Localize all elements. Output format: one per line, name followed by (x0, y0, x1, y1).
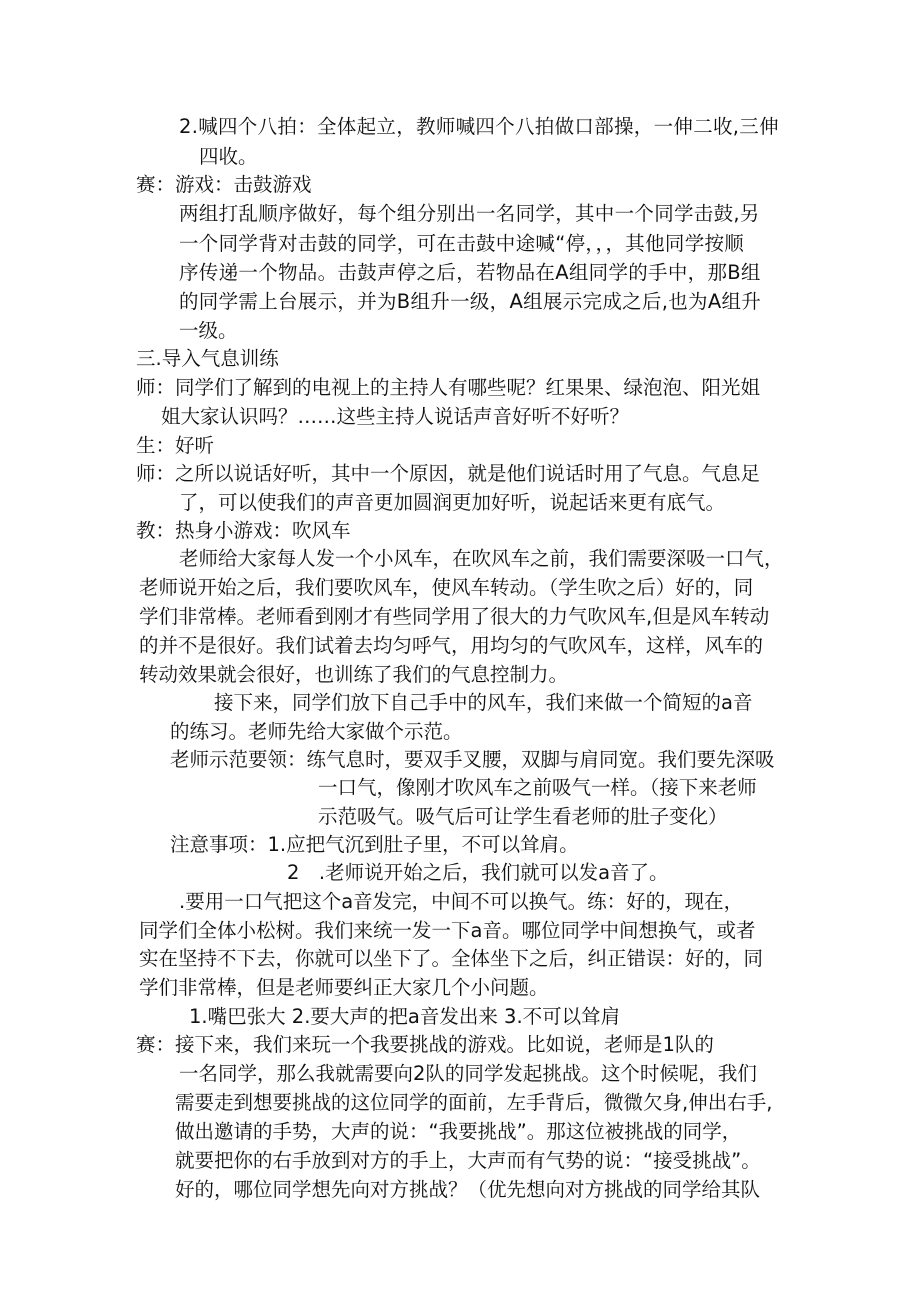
text-line: 老师给大家每人发一个小风车，在吹风车之前，我们需要深吸一口气， (179, 547, 784, 570)
text-line: 师：之所以说话好听，其中一个原因，就是他们说话时用了气息。气息足 (136, 462, 761, 485)
text-line: 2 .老师说开始之后，我们就可以发a音了。 (287, 861, 669, 884)
text-line: 赛：接下来，我们来玩一个我要挑战的游戏。比如说，老师是1队的 (136, 1033, 714, 1056)
text-line: 一口气，像刚才吹风车之前吸气一样。（接下来老师 (318, 776, 757, 799)
text-line: 同学们全体小松树。我们来统一发一下a音。哪位同学中间想换气，或者 (139, 919, 756, 942)
section-heading: 三.导入气息训练 (136, 347, 279, 370)
text-line: 注意事项：1.应把气沉到肚子里，不可以耸肩。 (170, 833, 579, 856)
text-line: 赛：游戏：击鼓游戏 (136, 173, 312, 196)
text-line: 需要走到想要挑战的这位同学的面前，左手背后，微微欠身,伸出右手, (175, 1091, 773, 1114)
text-line: 序传递一个物品。击鼓声停之后，若物品在A组同学的手中，那B组 (179, 261, 761, 284)
text-line: 师：同学们了解到的电视上的主持人有哪些呢？红果果、绿泡泡、阳光姐 (136, 376, 761, 399)
text-line: 四收。 (199, 145, 258, 168)
text-line: 生：好听 (136, 434, 215, 457)
text-line: 一级。 (179, 319, 238, 342)
text-line: 老师说开始之后，我们要吹风车，使风车转动。（学生吹之后）好的，同 (139, 576, 754, 599)
text-line: 做出邀请的手势，大声的说：“我要挑战”。那这位被挑战的同学， (175, 1120, 742, 1143)
text-line: 2.喊四个八拍：全体起立，教师喊四个八拍做口部操，一伸二收,三伸 (179, 115, 779, 138)
text-line: 一名同学，那么我就需要向2队的同学发起挑战。这个时候呢，我们 (179, 1062, 757, 1085)
text-line: 的练习。老师先给大家做个示范。 (170, 720, 463, 743)
text-line: 姐大家认识吗？……这些主持人说话声音好听不好听？ (161, 405, 630, 428)
text-line: 了，可以使我们的声音更加圆润更加好听，说起话来更有底气。 (179, 491, 726, 514)
text-line: 学们非常棒。老师看到刚才有些同学用了很大的力气吹风车,但是风车转动 (139, 605, 770, 628)
text-line: 示范吸气。吸气后可让学生看老师的肚子变化） (318, 805, 728, 828)
text-line: 就要把你的右手放到对方的手上，大声而有气势的说：“接受挑战”。 (175, 1149, 761, 1172)
text-line: 老师示范要领：练气息时，要双手叉腰，双脚与肩同宽。我们要先深吸 (170, 748, 775, 771)
text-line: 的同学需上台展示，并为B组升一级，A组展示完成之后,也为A组升 (179, 290, 762, 313)
text-line: 转动效果就会很好，也训练了我们的气息控制力。 (139, 663, 569, 686)
text-line: 的并不是很好。我们试着去均匀呼气，用均匀的气吹风车，这样，风车的 (139, 634, 764, 657)
text-line: 实在坚持不下去，你就可以坐下了。全体坐下之后，纠正错误：好的，同 (139, 947, 764, 970)
text-line: 接下来，同学们放下自己手中的风车，我们来做一个简短的a音 (214, 691, 753, 714)
text-line: 学们非常棒，但是老师要纠正大家几个小问题。 (139, 976, 549, 999)
text-line: 一个同学背对击鼓的同学，可在击鼓中途喊“停，，，其他同学按顺 (179, 232, 745, 255)
text-line: 两组打乱顺序做好，每个组分别出一名同学，其中一个同学击鼓,另 (179, 202, 760, 225)
text-line: 好的，哪位同学想先向对方挑战？（优先想向对方挑战的同学给其队 (175, 1178, 761, 1201)
text-line: 教：热身小游戏：吹风车 (136, 519, 351, 542)
text-line: 1.嘴巴张大 2.要大声的把a音发出来 3.不可以耸肩 (189, 1005, 621, 1028)
text-line: .要用一口气把这个a音发完，中间不可以换气。练：好的，现在， (179, 890, 744, 913)
